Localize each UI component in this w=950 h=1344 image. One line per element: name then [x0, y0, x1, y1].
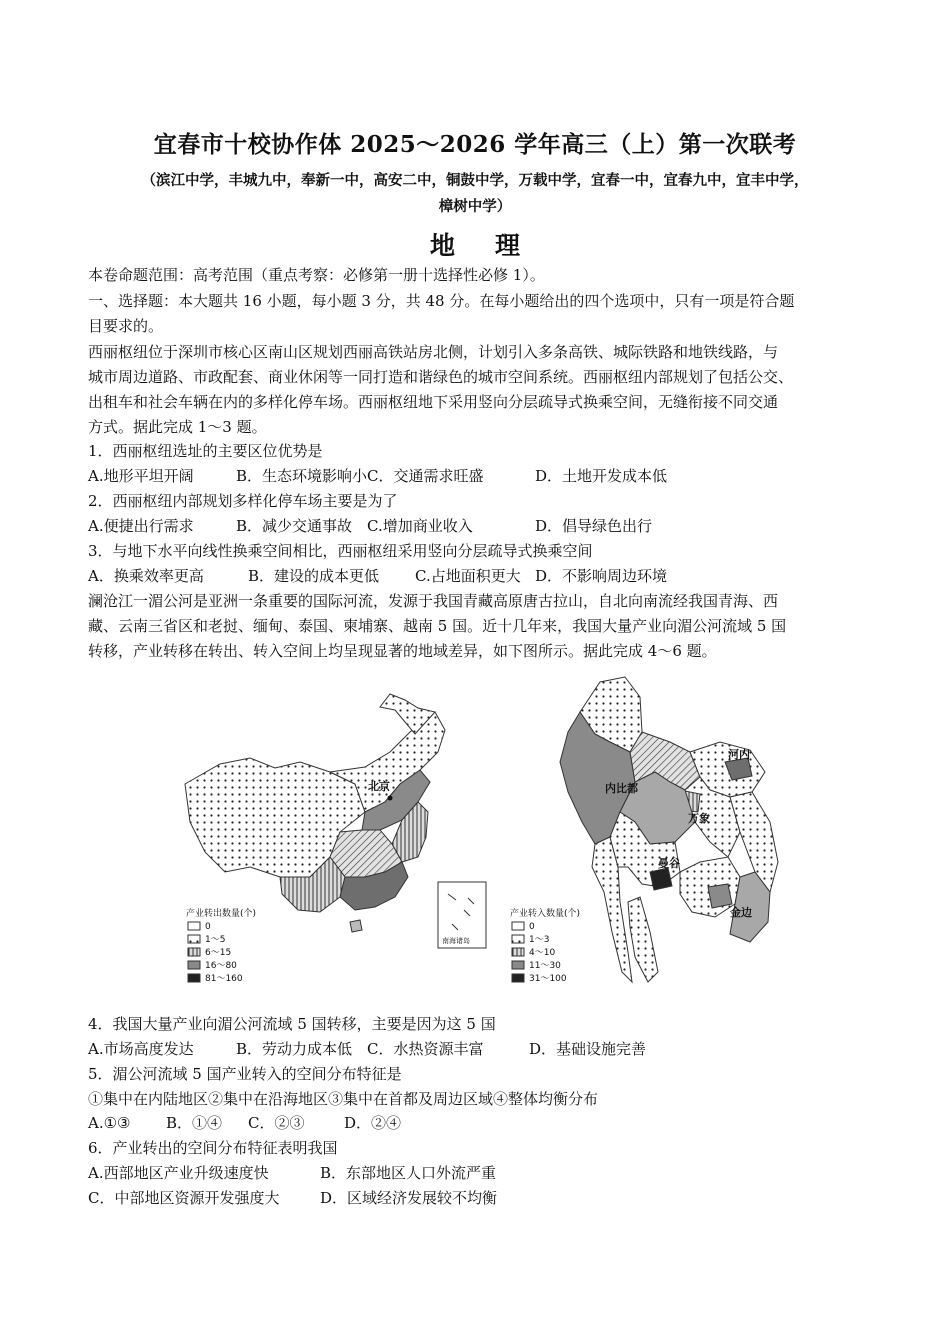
passage1-line: 方式。据此完成 1～3 题。: [88, 418, 267, 436]
option-a[interactable]: A.便捷出行需求: [88, 517, 194, 535]
school-list-line1: （滨江中学，丰城九中，奉新一中，高安二中，铜鼓中学，万载中学，宜春一中，宜春九中，宜丰中学，: [141, 172, 809, 189]
inset-label: 南海诸岛: [442, 937, 470, 945]
option-b[interactable]: B．东部地区人口外流严重: [320, 1164, 497, 1182]
right-legend: [510, 907, 580, 984]
option-d[interactable]: D．区域经济发展较不均衡: [320, 1189, 498, 1207]
left-legend-title: 产业转出数量(个): [186, 909, 257, 919]
left-legend-item: 6～15: [205, 948, 232, 958]
left-legend: [186, 907, 256, 984]
bangkok-label: 曼谷: [658, 857, 680, 870]
school-list-line2: 樟树中学）: [438, 198, 512, 215]
question-5-items: ①集中在内陆地区②集中在沿海地区③集中在首都及周边区域④整体均衡分布: [88, 1090, 599, 1108]
beijing-label: 北京: [368, 780, 390, 793]
question-5-options: [88, 1111, 401, 1135]
option-b[interactable]: B．建设的成本更低: [248, 567, 380, 585]
option-d[interactable]: D．不影响周边环境: [535, 567, 668, 585]
option-a[interactable]: A.西部地区产业升级速度快: [88, 1164, 269, 1182]
right-legend-title: 产业转入数量(个): [510, 909, 581, 919]
naypyidaw-label: 内比都: [605, 782, 638, 795]
option-c[interactable]: C.占地面积更大: [415, 567, 521, 585]
question-1-stem: 1．西丽枢纽选址的主要区位优势是: [88, 442, 323, 460]
bangkok-area: [650, 868, 672, 890]
option-b[interactable]: B．生态环境影响小: [236, 467, 368, 485]
question-2-stem: 2．西丽枢纽内部规划多样化停车场主要是为了: [88, 492, 398, 510]
option-d[interactable]: D．倡导绿色出行: [535, 517, 653, 535]
option-c[interactable]: C．②③: [248, 1114, 305, 1132]
right-legend-item: 31～100: [529, 974, 567, 984]
option-c[interactable]: C.增加商业收入: [367, 517, 473, 535]
option-b[interactable]: B．①④: [166, 1114, 223, 1132]
option-b[interactable]: B．劳动力成本低: [236, 1040, 353, 1058]
question-3-options: [88, 564, 667, 588]
left-legend-item: 1～5: [205, 935, 226, 945]
question-3-stem: 3．与地下水平向线性换乘空间相比，西丽枢纽采用竖向分层疏导式换乘空间: [88, 542, 593, 560]
question-6-options-row2: [88, 1186, 497, 1210]
right-legend-item: 0: [529, 922, 535, 932]
beijing-marker: [388, 796, 393, 801]
option-c[interactable]: C．水热资源丰富: [367, 1040, 484, 1058]
question-2-options: [88, 514, 652, 538]
subject-title: 地理: [429, 231, 560, 260]
question-6-stem: 6．产业转出的空间分布特征表明我国: [88, 1139, 338, 1157]
option-a[interactable]: A.市场高度发达: [88, 1040, 194, 1058]
option-c[interactable]: C．交通需求旺盛: [367, 467, 484, 485]
thailand-south: [628, 897, 658, 982]
industry-transfer-maps: [180, 672, 810, 1008]
option-a[interactable]: A．换乘效率更高: [88, 567, 204, 585]
school-list: [80, 168, 870, 220]
right-legend-item: 4～10: [529, 948, 556, 958]
passage1-line: 出租车和社会车辆在内的多样化停车场。西丽枢纽地下采用竖向分层疏导式换乘空间，无缝衔接不同交通: [88, 393, 779, 411]
china-region-hainan: [350, 920, 362, 932]
passage2-line: 藏、云南三省区和老挝、缅甸、泰国、柬埔寨、越南 5 国。近十几年来，我国大量产业向湄公河流域 5 国: [88, 617, 787, 635]
mekong-map: [510, 677, 778, 984]
passage1-line: 西丽枢纽位于深圳市核心区南山区规划西丽高铁站房北侧，计划引入多条高铁、城际铁路和地铁线路，与: [88, 343, 779, 361]
phnom-penh-label: 金边: [730, 906, 752, 919]
option-b[interactable]: B．减少交通事故: [236, 517, 353, 535]
phnom-penh-area: [708, 884, 732, 908]
option-d[interactable]: D．②④: [344, 1114, 402, 1132]
option-a[interactable]: A.①③: [88, 1114, 131, 1132]
right-legend-item: 11～30: [529, 961, 561, 971]
option-d[interactable]: D．土地开发成本低: [535, 467, 668, 485]
question-6-options: [88, 1161, 496, 1185]
exam-title: 宜春市十校协作体 2025～2026 学年高三（上）第一次联考: [153, 131, 797, 158]
question-4-stem: 4．我国大量产业向湄公河流域 5 国转移，主要是因为这 5 国: [88, 1015, 496, 1033]
section-instruction-cont: 目要求的。: [88, 317, 164, 335]
section-instruction: 一、选择题：本大题共 16 小题，每小题 3 分，共 48 分。在每小题给出的四个选项中，只有一项是符合题: [88, 292, 795, 310]
passage2-line: 转移，产业转移在转出、转入空间上均呈现显著的地域差异，如下图所示。据此完成 4～6 题。: [88, 642, 717, 660]
passage1-line: 城市周边道路、市政配套、商业休闲等一同打造和谐绿色的城市空间系统。西丽枢纽内部规划了包括公交、: [88, 368, 794, 386]
vientiane-label: 万象: [688, 812, 710, 825]
question-4-options: [88, 1037, 646, 1061]
left-legend-item: 0: [205, 922, 211, 932]
china-map: [185, 694, 486, 984]
option-d[interactable]: D．基础设施完善: [529, 1040, 647, 1058]
option-a[interactable]: A.地形平坦开阔: [88, 467, 194, 485]
question-5-stem: 5．湄公河流域 5 国产业转入的空间分布特征是: [88, 1065, 402, 1083]
question-1-options: [88, 464, 667, 488]
right-legend-item: 1～3: [529, 935, 550, 945]
option-c[interactable]: C．中部地区资源开发强度大: [88, 1189, 280, 1207]
passage2-line: 澜沧江一湄公河是亚洲一条重要的国际河流，发源于我国青藏高原唐古拉山，自北向南流经我国青海、西: [88, 592, 779, 610]
left-legend-item: 81～160: [205, 974, 243, 984]
scope-note: 本卷命题范围：高考范围（重点考察：必修第一册十选择性必修 1）。: [88, 266, 545, 284]
hanoi-label: 河内: [728, 748, 750, 761]
left-legend-item: 16～80: [205, 961, 237, 971]
